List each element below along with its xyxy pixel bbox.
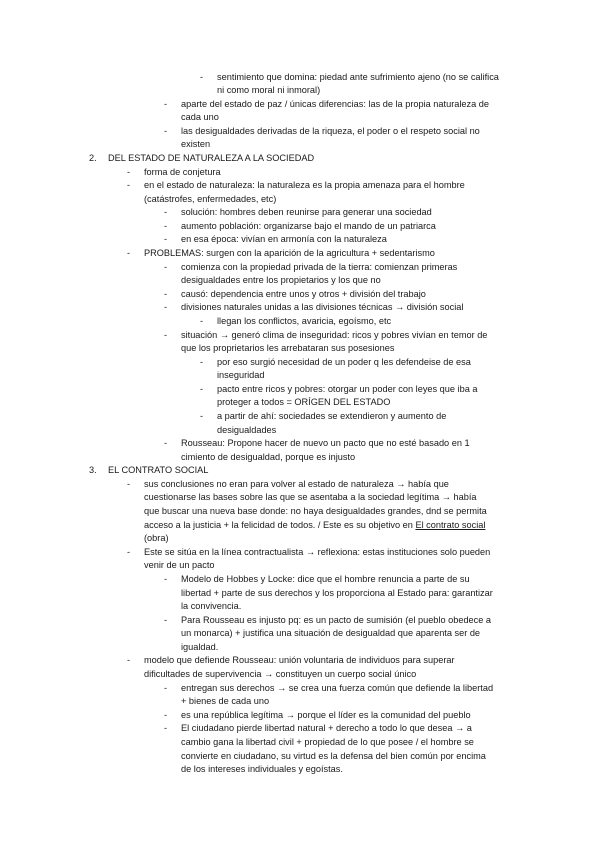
line-text: PROBLEMAS: surgen con la aparición de la agricultura + sedentarismo (144, 248, 435, 259)
line-text: igualdad. (181, 641, 219, 652)
text-line (217, 410, 446, 424)
line-text: cada uno (181, 112, 219, 123)
bullet-marker: - (164, 207, 168, 218)
bullet-marker: - (127, 166, 131, 177)
text-line (181, 288, 426, 302)
text-line (144, 179, 465, 193)
line-text: cimiento de desigualdad, porque es injusto (181, 451, 356, 462)
text-line (181, 627, 480, 641)
text-line (144, 546, 490, 560)
text-line (217, 396, 390, 410)
line-text: libertad + parte de sus derechos y los proporciona al Estado para: garantizar (181, 587, 493, 598)
line-text: venir de un pacto (144, 560, 215, 571)
line-text: entregan sus derechos → se crea una fuerza común que defiende la libertad (181, 682, 494, 693)
text-line (181, 600, 241, 614)
line-text: DEL ESTADO DE NATURALEZA A LA SOCIEDAD (108, 152, 315, 163)
text-line (144, 478, 449, 492)
line-text: en esa época: vivían en armonía con la naturaleza (181, 234, 387, 245)
line-text: en el estado de naturaleza: la naturaleza es la propia amenaza para el hombre (144, 180, 465, 191)
text-line (181, 451, 355, 465)
line-text: existen (181, 139, 211, 150)
line-text: la convivencia. (181, 601, 242, 612)
text-line (144, 193, 276, 207)
line-text: + bienes de cada uno (181, 696, 270, 707)
line-text: que los proprietarios les arrebataran sus posesiones (181, 343, 395, 354)
bullet-marker: - (127, 478, 131, 489)
line-text: situación → generó clima de inseguridad: ricos y pobres vivían en temor de (181, 329, 488, 340)
line-text: forma de conjetura (144, 166, 221, 177)
line-text: por eso surgió necesidad de un poder q les defendeise de esa (217, 356, 471, 367)
text-line (181, 138, 210, 152)
bullet-marker: - (200, 383, 204, 394)
bullet-marker: - (164, 682, 168, 693)
bullet-marker: - (200, 315, 204, 326)
text-line (217, 369, 265, 383)
line-text: causó: dependencia entre unos y otros + división del trabajo (181, 288, 426, 299)
bullet-marker: - (127, 546, 131, 557)
bullet-marker: - (164, 288, 168, 299)
line-text: llegan los conflictos, avaricia, egoísmo, etc (217, 315, 392, 326)
line-text: divisiones naturales unidas a las divisiones técnicas → división social (181, 302, 464, 313)
line-text: solución: hombres deben reunirse para generar una sociedad (181, 207, 432, 218)
line-text: acceso a la justicia + la felicidad de todos. / Este es su objetivo en (144, 519, 416, 530)
text-line (181, 125, 480, 139)
bullet-marker: - (164, 438, 168, 449)
text-line (181, 342, 394, 356)
line-text: modelo que defiende Rousseau: unión voluntaria de individuos para superar (144, 655, 455, 666)
text-line (181, 274, 381, 288)
section-heading (108, 152, 314, 166)
text-line (181, 329, 487, 343)
line-text: un monarca) + justifica una situación de desigualdad que aparenta ser de (181, 628, 481, 639)
line-text: Modelo de Hobbes y Locke: dice que el hombre renuncia a parte de su (181, 573, 470, 584)
text-line (181, 206, 432, 220)
line-text: de los intereses individuales y egoístas. (181, 764, 343, 775)
text-line (181, 220, 436, 234)
text-line (181, 709, 471, 723)
line-text: las desigualdades derivadas de la riqueza, el poder o el respeto social no (181, 125, 480, 136)
line-text: aparte del estado de paz / únicas diferencias: las de la propia naturaleza de (181, 98, 489, 109)
line-text: dificultades de supervivencia → constituyen un cuerpo social único (144, 669, 417, 680)
text-line (144, 505, 487, 519)
line-text: que buscar una nueva base donde: no haya desigualdades grandes, dnd se permita (144, 506, 487, 517)
text-line (181, 111, 219, 125)
text-line (144, 247, 435, 261)
text-line (144, 559, 215, 573)
bullet-marker: - (164, 329, 168, 340)
text-line (144, 654, 455, 668)
line-text: cambio gana la libertad civil + propiedad de lo que posee / el hombre se (181, 736, 474, 747)
text-line (217, 424, 276, 438)
text-line (181, 682, 493, 696)
book-title: El contrato social (415, 519, 486, 530)
text-line (217, 383, 477, 397)
text-line (181, 587, 493, 601)
text-line (144, 491, 477, 505)
bullet-marker: - (164, 302, 168, 313)
bullet-marker: - (127, 655, 131, 666)
line-text: desigualdades (217, 424, 277, 435)
line-text: (obra) (144, 533, 169, 544)
bullet-marker: - (164, 573, 168, 584)
bullet-marker: - (164, 220, 168, 231)
bullet-marker: - (164, 125, 168, 136)
section-number: 2. (89, 152, 97, 163)
line-text: (catástrofes, enfermedades, etc) (144, 193, 277, 204)
bullet-marker: - (127, 248, 131, 259)
text-line (181, 722, 472, 736)
bullet-marker: - (164, 614, 168, 625)
line-text: inseguridad (217, 370, 265, 381)
text-line (181, 695, 269, 709)
line-text: El ciudadano pierde libertad natural + derecho a todo lo que desea → a (181, 723, 472, 734)
text-line (181, 98, 489, 112)
line-text: ni como moral ni inmoral) (217, 85, 321, 96)
section-heading (108, 464, 208, 478)
line-text: Rousseau: Propone hacer de nuevo un pacto que no esté basado en 1 (181, 438, 470, 449)
line-text: es una república legítima → porque el líder es la comunidad del pueblo (181, 709, 471, 720)
text-line (181, 573, 470, 587)
bullet-marker: - (164, 98, 168, 109)
line-text: comienza con la propiedad privada de la tierra: comienzan primeras (181, 261, 458, 272)
line-text: sentimiento que domina: piedad ante sufrimiento ajeno (no se califica (217, 71, 499, 82)
bullet-marker: - (164, 709, 168, 720)
section-number: 3. (89, 465, 97, 476)
bullet-marker: - (200, 356, 204, 367)
bullet-marker: - (164, 234, 168, 245)
text-line (181, 763, 343, 777)
line-text: aumento población: organizarse bajo el mando de un patriarca (181, 220, 436, 231)
text-line (181, 261, 457, 275)
text-line (181, 750, 486, 764)
bullet-marker: - (164, 261, 168, 272)
text-line (217, 315, 391, 329)
text-line (181, 641, 218, 655)
line-text: a partir de ahí: sociedades se extendieron y aumento de (217, 411, 447, 421)
text-line (144, 166, 221, 180)
text-line (144, 519, 485, 533)
text-line (181, 614, 491, 628)
bullet-marker: - (164, 723, 168, 734)
bullet-marker: - (200, 411, 204, 421)
line-text: Para Rousseau es injusto pq: es un pacto de sumisión (el pueblo obedece a (181, 614, 492, 625)
line-text: cuestionarse las bases sobre las que se asentaba a la sociedad legítima → había (144, 492, 477, 503)
text-line (217, 356, 471, 370)
line-text: convierte en ciudadano, su virtud es la defensa del bien común por encima (181, 750, 486, 761)
line-text: EL CONTRATO SOCIAL (108, 465, 209, 476)
text-line (181, 301, 463, 315)
bullet-marker: - (127, 180, 131, 191)
line-text: Este se sitúa en la línea contractualista → reflexiona: estas instituciones solo pueden (144, 546, 491, 557)
text-line (144, 532, 169, 546)
line-text: sus conclusiones no eran para volver al estado de naturaleza → había que (144, 478, 449, 489)
line-text: pacto entre ricos y pobres: otorgar un poder con leyes que iba a (217, 383, 478, 394)
line-text: proteger a todos = ORÍGEN DEL ESTADO (217, 397, 391, 408)
bullet-marker: - (200, 71, 204, 82)
text-line (144, 668, 416, 682)
line-text: desigualdades entre los propietarios y los que no (181, 275, 381, 286)
text-line (181, 233, 387, 247)
text-line (181, 736, 474, 750)
text-line (217, 71, 499, 85)
text-line (217, 84, 320, 98)
text-line (181, 437, 470, 451)
